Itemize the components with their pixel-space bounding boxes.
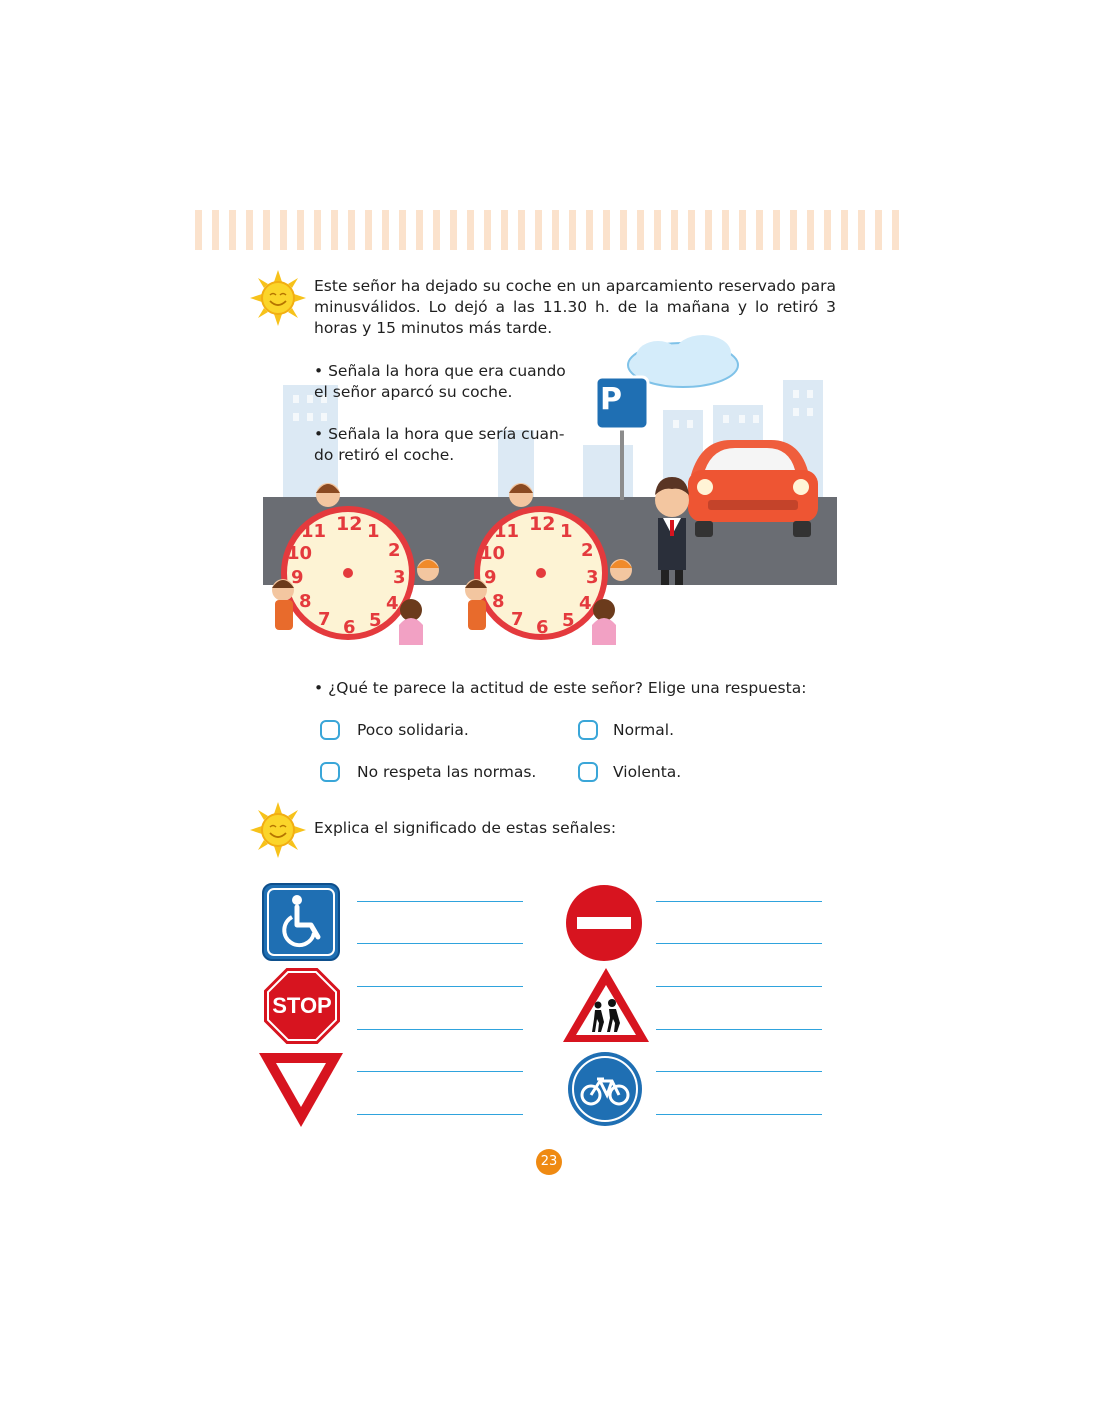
answer-line[interactable] <box>357 901 523 902</box>
checkbox-normal[interactable] <box>578 720 598 740</box>
answer-line[interactable] <box>357 1029 523 1030</box>
clock-right-numeral: 10 <box>480 543 506 564</box>
clock-left-numeral: 8 <box>299 591 312 612</box>
exercise-intro-text: Este señor ha dejado su coche en un aparcamiento reservado para minusválidos. Lo dejó a las 11.30 h. de la mañana y lo retiró 3 horas y 15 minutos más tarde. <box>314 277 836 337</box>
answer-line[interactable] <box>656 901 822 902</box>
clock-left-numeral: 7 <box>318 609 331 630</box>
clock-right-numeral: 12 <box>529 513 556 535</box>
clock-left-numeral: 1 <box>367 521 380 542</box>
yield-sign-icon <box>256 1050 346 1130</box>
answer-line[interactable] <box>357 943 523 944</box>
clock-right-numeral: 5 <box>562 610 575 631</box>
no-entry-sign-icon <box>565 884 643 962</box>
answer-line[interactable] <box>656 943 822 944</box>
answer-line[interactable] <box>656 1071 822 1072</box>
answer-line[interactable] <box>357 986 523 987</box>
bicycle-lane-sign-icon <box>567 1051 643 1127</box>
question-pickup-time: • Señala la hora que sería cuan-do retiró el coche. <box>314 425 565 464</box>
clock-left-numeral: 12 <box>336 513 363 535</box>
question-attitude: • ¿Qué te parece la actitud de este señor? Elige una respuesta: <box>314 679 807 697</box>
clock-right-numeral: 11 <box>494 521 520 542</box>
clock-right-numeral: 4 <box>579 593 592 614</box>
checkbox-violenta[interactable] <box>578 762 598 782</box>
sun-icon <box>248 800 308 860</box>
answer-line[interactable] <box>656 986 822 987</box>
stop-sign-icon <box>262 966 342 1046</box>
clock-right-numeral: 2 <box>581 540 594 561</box>
checkbox-no-respeta[interactable] <box>320 762 340 782</box>
clock-right-numeral: 8 <box>492 591 505 612</box>
clock-right-numeral: 7 <box>511 609 524 630</box>
page-number-badge: 23 <box>536 1149 562 1175</box>
option-label: Violenta. <box>613 763 682 781</box>
answer-line[interactable] <box>357 1071 523 1072</box>
clock-left-numeral: 10 <box>287 543 313 564</box>
checkbox-poco-solidaria[interactable] <box>320 720 340 740</box>
option-label: Normal. <box>613 721 675 739</box>
question-park-time: • Señala la hora que era cuando el señor aparcó su coche. <box>314 362 566 401</box>
stop-sign-text: STOP <box>272 993 332 1018</box>
answer-line[interactable] <box>656 1114 822 1115</box>
clock-right-numeral: 6 <box>536 617 549 638</box>
clock-left-numeral: 6 <box>343 617 356 638</box>
parking-sign-letter: P <box>600 382 622 417</box>
answer-line[interactable] <box>656 1029 822 1030</box>
clock-right-numeral: 1 <box>560 521 573 542</box>
sun-icon <box>248 268 308 328</box>
option-label: Poco solidaria. <box>357 721 469 739</box>
children-crossing-sign-icon <box>560 965 652 1045</box>
clock-left-numeral: 5 <box>369 610 382 631</box>
option-label: No respeta las normas. <box>357 763 537 781</box>
clock-left-numeral: 3 <box>393 567 406 588</box>
clock-right-numeral: 9 <box>484 567 497 588</box>
decorative-stripe-band <box>195 210 905 250</box>
clock-left-numeral: 9 <box>291 567 304 588</box>
clock-left-numeral: 4 <box>386 593 399 614</box>
clock-left-numeral: 11 <box>301 521 327 542</box>
clock-right-numeral: 3 <box>586 567 599 588</box>
wheelchair-sign-icon <box>262 883 340 961</box>
answer-line[interactable] <box>357 1114 523 1115</box>
clock-left-numeral: 2 <box>388 540 401 561</box>
exercise-signs-prompt: Explica el significado de estas señales: <box>314 819 617 837</box>
